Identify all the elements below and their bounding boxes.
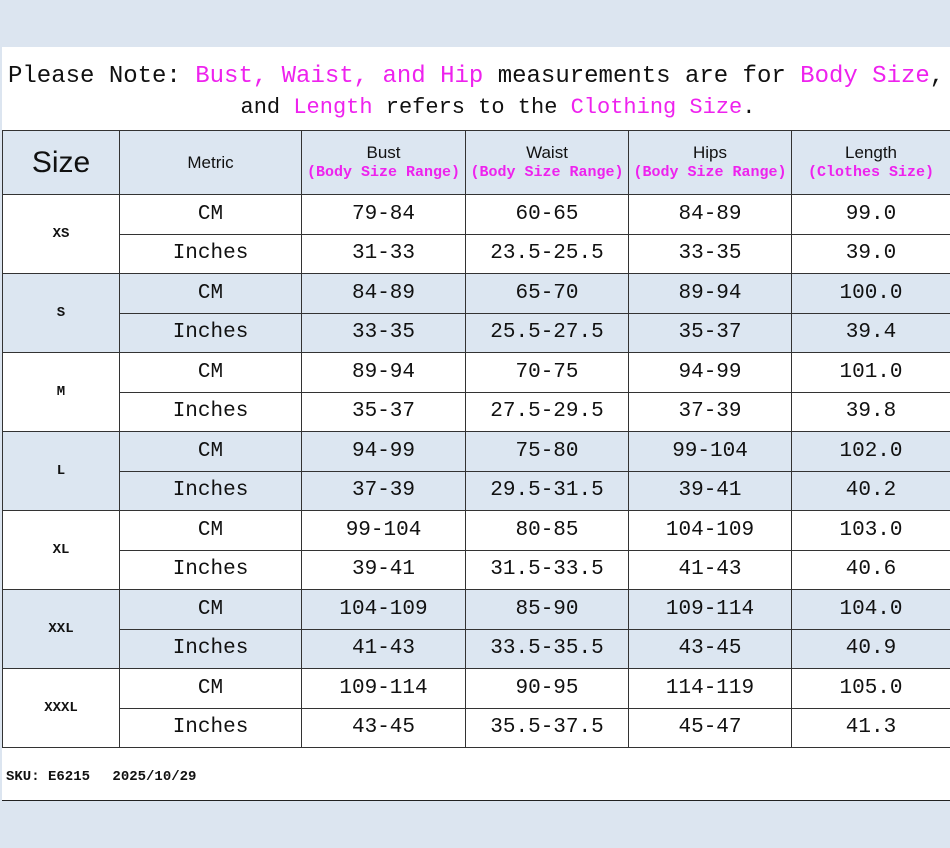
- table-row: [3, 629, 950, 669]
- metric-cell: Inches: [120, 234, 302, 274]
- table-row: [3, 669, 950, 709]
- value-cell: 31-33: [302, 234, 466, 274]
- value-cell: 85-90: [466, 590, 629, 630]
- metric-cell: CM: [120, 511, 302, 551]
- metric-cell: CM: [120, 353, 302, 393]
- note: [6, 61, 950, 123]
- value-cell: 40.9: [792, 629, 950, 669]
- column-header-label: Waist: [526, 142, 568, 162]
- table-row: [3, 353, 950, 393]
- table-row: [3, 313, 950, 353]
- size-chart: [2, 47, 950, 801]
- table-row: [3, 511, 950, 551]
- note-and: and: [240, 95, 281, 120]
- size-cell: L: [3, 432, 120, 511]
- value-cell: 94-99: [302, 432, 466, 472]
- table-row: [3, 234, 950, 274]
- column-header-sub: (Body Size Range): [306, 163, 461, 181]
- footer: [6, 769, 210, 785]
- size-cell: XL: [3, 511, 120, 590]
- date-label: 2025/10/29: [112, 769, 197, 785]
- table-row: [3, 195, 950, 235]
- value-cell: 99-104: [302, 511, 466, 551]
- value-cell: 41-43: [302, 629, 466, 669]
- value-cell: 41.3: [792, 708, 950, 748]
- metric-cell: Inches: [120, 392, 302, 432]
- column-header-sub: (Clothes Size): [807, 163, 935, 181]
- value-cell: 105.0: [792, 669, 950, 709]
- value-cell: 99.0: [792, 195, 950, 235]
- value-cell: 27.5-29.5: [466, 392, 629, 432]
- value-cell: 84-89: [629, 195, 792, 235]
- value-cell: 33.5-35.5: [466, 629, 629, 669]
- metric-cell: CM: [120, 669, 302, 709]
- value-cell: 101.0: [792, 353, 950, 393]
- table-row: [3, 550, 950, 590]
- value-cell: 35-37: [302, 392, 466, 432]
- note-clothing-size: Clothing Size: [570, 95, 743, 120]
- value-cell: 102.0: [792, 432, 950, 472]
- value-cell: 89-94: [302, 353, 466, 393]
- size-cell: XXL: [3, 590, 120, 669]
- note-hip: and Hip: [382, 63, 484, 90]
- value-cell: 99-104: [629, 432, 792, 472]
- metric-cell: CM: [120, 432, 302, 472]
- note-length: Length: [293, 95, 373, 120]
- value-cell: 39.4: [792, 313, 950, 353]
- metric-cell: CM: [120, 195, 302, 235]
- value-cell: 33-35: [302, 313, 466, 353]
- value-cell: 35-37: [629, 313, 792, 353]
- size-table: [2, 130, 950, 748]
- table-row: [3, 590, 950, 630]
- size-cell: XS: [3, 195, 120, 274]
- value-cell: 109-114: [629, 590, 792, 630]
- metric-cell: Inches: [120, 471, 302, 511]
- column-header-label: Length: [845, 142, 897, 162]
- column-header-label: Hips: [692, 142, 727, 162]
- column-header-label: Size: [31, 146, 91, 179]
- table-row: [3, 432, 950, 472]
- table-row: [3, 471, 950, 511]
- value-cell: 35.5-37.5: [466, 708, 629, 748]
- column-header-label: Bust: [366, 142, 401, 162]
- value-cell: 94-99: [629, 353, 792, 393]
- value-cell: 104-109: [302, 590, 466, 630]
- column-header-hips: [629, 131, 792, 195]
- note-refers: refers to the: [385, 95, 558, 120]
- note-waist: Waist,: [281, 63, 369, 90]
- value-cell: 25.5-27.5: [466, 313, 629, 353]
- table-row: [3, 708, 950, 748]
- value-cell: 79-84: [302, 195, 466, 235]
- value-cell: 39.8: [792, 392, 950, 432]
- table-row: [3, 274, 950, 314]
- column-header-metric: [120, 131, 302, 195]
- value-cell: 70-75: [466, 353, 629, 393]
- note-mid: measurements are for: [497, 63, 786, 90]
- value-cell: 89-94: [629, 274, 792, 314]
- metric-cell: Inches: [120, 629, 302, 669]
- column-header-size: [3, 131, 120, 195]
- table-row: [3, 392, 950, 432]
- value-cell: 75-80: [466, 432, 629, 472]
- value-cell: 29.5-31.5: [466, 471, 629, 511]
- note-line-1: [6, 61, 950, 92]
- value-cell: 40.2: [792, 471, 950, 511]
- size-cell: M: [3, 353, 120, 432]
- value-cell: 31.5-33.5: [466, 550, 629, 590]
- value-cell: 109-114: [302, 669, 466, 709]
- column-header-sub: (Body Size Range): [470, 163, 624, 181]
- size-cell: S: [3, 274, 120, 353]
- value-cell: 43-45: [629, 629, 792, 669]
- value-cell: 39-41: [629, 471, 792, 511]
- value-cell: 39-41: [302, 550, 466, 590]
- value-cell: 43-45: [302, 708, 466, 748]
- column-header-sub: (Body Size Range): [633, 163, 787, 181]
- value-cell: 90-95: [466, 669, 629, 709]
- value-cell: 39.0: [792, 234, 950, 274]
- value-cell: 114-119: [629, 669, 792, 709]
- value-cell: 23.5-25.5: [466, 234, 629, 274]
- note-bust: Bust,: [195, 63, 268, 90]
- note-comma: ,: [929, 63, 945, 90]
- header-row: [3, 131, 950, 195]
- value-cell: 33-35: [629, 234, 792, 274]
- metric-cell: Inches: [120, 708, 302, 748]
- value-cell: 41-43: [629, 550, 792, 590]
- note-period: .: [742, 95, 756, 120]
- value-cell: 84-89: [302, 274, 466, 314]
- value-cell: 37-39: [302, 471, 466, 511]
- note-body-size: Body Size: [800, 63, 930, 90]
- value-cell: 37-39: [629, 392, 792, 432]
- value-cell: 104-109: [629, 511, 792, 551]
- value-cell: 40.6: [792, 550, 950, 590]
- value-cell: 45-47: [629, 708, 792, 748]
- value-cell: 100.0: [792, 274, 950, 314]
- value-cell: 60-65: [466, 195, 629, 235]
- note-line-2: [6, 92, 950, 123]
- sku-label: SKU: E6215: [6, 769, 91, 785]
- value-cell: 80-85: [466, 511, 629, 551]
- metric-cell: CM: [120, 590, 302, 630]
- column-header-label: Metric: [187, 153, 234, 172]
- column-header-waist: [466, 131, 629, 195]
- size-cell: XXXL: [3, 669, 120, 748]
- metric-cell: Inches: [120, 550, 302, 590]
- metric-cell: Inches: [120, 313, 302, 353]
- note-prefix: Please Note:: [8, 63, 181, 90]
- metric-cell: CM: [120, 274, 302, 314]
- value-cell: 65-70: [466, 274, 629, 314]
- value-cell: 104.0: [792, 590, 950, 630]
- value-cell: 103.0: [792, 511, 950, 551]
- column-header-bust: [302, 131, 466, 195]
- column-header-length: [792, 131, 950, 195]
